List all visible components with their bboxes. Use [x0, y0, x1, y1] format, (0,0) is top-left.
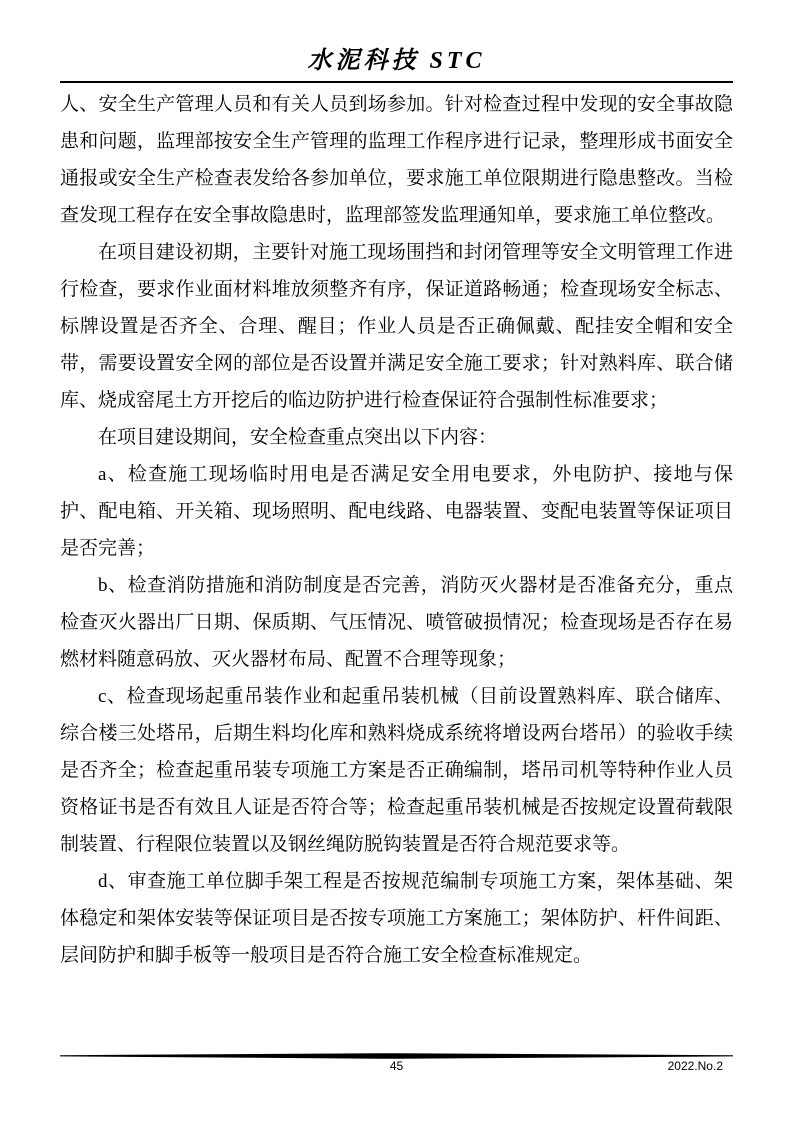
paragraph-item-b: b、检查消防措施和消防制度是否完善，消防灭火器材是否准备充分，重点检查灭火器出厂日期、保质期、气压情况、喷管破损情况；检查现场是否存在易燃材料随意码放、灭火器材布局、配置不合理等现象；: [60, 575, 733, 670]
paragraph-construction-period: 在项目建设期间，安全检查重点突出以下内容：: [98, 427, 498, 448]
paragraph-item-a: a、检查施工现场临时用电是否满足安全用电要求，外电防护、接地与保护、配电箱、开关箱、现场照明、配电线路、电器装置、变配电装置等保证项目是否完善；: [60, 464, 733, 559]
paragraph-continuation: 人、安全生产管理人员和有关人员到场参加。针对检查过程中发现的安全事故隐患和问题，监理部按安全生产管理的监理工作程序进行记录，整理形成书面安全通报或安全生产检查表发给各参加单位，要求施工单位限期进行隐患整改。当检查发现工程存在安全事故隐患时，监理部签发监理通知单，要求施工单位整改。: [60, 94, 733, 226]
paragraph-initial-phase: 在项目建设初期，主要针对施工现场围挡和封闭管理等安全文明管理工作进行检查，要求作业面材料堆放须整齐有序，保证道路畅通；检查现场安全标志、标牌设置是否齐全、合理、醒目；作业人员是否正确佩戴、配挂安全帽和安全带，需要设置安全网的部位是否设置并满足安全施工要求；针对熟料库、联合储库、烧成窑尾土方开挖后的临边防护进行检查保证符合强制性标准要求；: [60, 242, 733, 411]
article-body: [60, 86, 733, 974]
paragraph-item-c: c、检查现场起重吊装作业和起重吊装机械（目前设置熟料库、联合储库、综合楼三处塔吊，后期生料均化库和熟料烧成系统将增设两台塔吊）的验收手续是否齐全；检查起重吊装专项施工方案是否正确编制，塔吊司机等特种作业人员资格证书是否有效且人证是否符合等；检查起重吊装机械是否按规定设置荷载限制装置、行程限位装置以及钢丝绳防脱钩装置是否符合规范要求等。: [60, 686, 733, 855]
page-number: 45: [389, 1059, 404, 1073]
header-rule: [60, 81, 733, 83]
paragraph-item-d: d、审查施工单位脚手架工程是否按规范编制专项施工方案，架体基础、架体稳定和架体安装等保证项目是否按专项施工方案施工；架体防护、杆件间距、层间防护和脚手板等一般项目是否符合施工安全检查标准规定。: [60, 871, 733, 966]
issue-label: 2022.No.2: [667, 1059, 723, 1073]
journal-title: 水泥科技 STC: [307, 48, 486, 74]
